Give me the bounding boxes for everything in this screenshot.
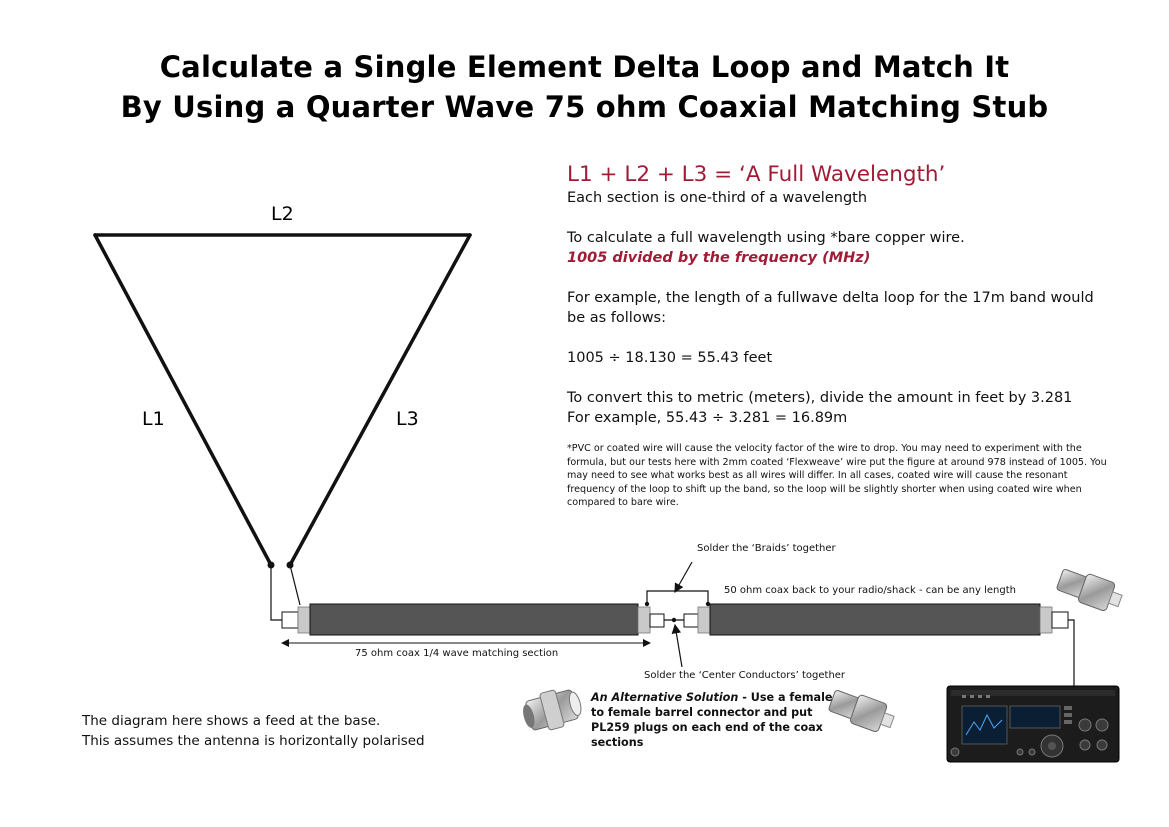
stub-center-conductor-right <box>650 614 664 627</box>
wavelength-heading: L1 + L2 + L3 = ‘A Full Wavelength’ <box>567 162 946 187</box>
coax-50-label: 50 ohm coax back to your radio/shack - can be any length <box>724 585 1016 596</box>
info-panel <box>567 162 1127 510</box>
metric-conversion: To convert this to metric (meters), divide the amount in feet by 3.281 <box>567 390 1073 406</box>
coax50-center-conductor-left <box>684 614 698 627</box>
page-title-line-1: Calculate a Single Element Delta Loop and Match It <box>159 50 1010 84</box>
loop-side-l1 <box>95 235 271 565</box>
coated-wire-footnote: *PVC or coated wire will cause the velocity factor of the wire to drop. You may need to experiment with the formula, but our tests here with 2mm coated ‘Flexweave’ wire put the figure at around 978 instead of 1005. You may need to see what works best as all wires will differ. In all cases, coated wire will cause the resonant frequency of the loop to shift up the band, so the loop will be slightly shorter when using coated wire when compared to bare wire. <box>567 443 1107 508</box>
alternative-lead: An Alternative Solution <box>591 691 739 704</box>
coax-50-ohm <box>710 604 1040 635</box>
loop-side-l3 <box>290 235 470 565</box>
radio-display-left <box>962 706 1007 744</box>
alternative-body: - Use a female to female barrel connector and put PL259 plugs on each end of the coax sections <box>591 691 833 749</box>
solder-center-label: Solder the ‘Center Conductors’ together <box>644 670 846 681</box>
metric-example: For example, 55.43 ÷ 3.281 = 16.89m <box>567 410 848 426</box>
coax50-dielectric-left <box>698 607 710 633</box>
center-pointer-arrow <box>675 625 682 667</box>
feed-caption-line-2: This assumes the antenna is horizontally polarised <box>82 733 425 749</box>
label-l3: L3 <box>396 408 419 430</box>
stub-dielectric-right <box>638 607 650 633</box>
feed-caption <box>82 711 425 751</box>
transceiver-icon <box>947 686 1119 762</box>
calc-intro: To calculate a full wavelength using *bare copper wire. <box>567 230 965 246</box>
stub-center-conductor-left <box>282 612 298 628</box>
alternative-solution-text <box>591 690 841 750</box>
coax-75-ohm <box>310 604 638 635</box>
barrel-connector-icon <box>519 684 585 736</box>
label-l2: L2 <box>271 203 294 225</box>
page-title-line-2: By Using a Quarter Wave 75 ohm Coaxial Matching Stub <box>120 90 1049 124</box>
section-note: Each section is one-third of a wavelength <box>567 190 868 206</box>
stub-dielectric-left <box>298 607 310 633</box>
braids-pointer-arrow <box>675 562 692 592</box>
coax-75-label: 75 ohm coax 1/4 wave matching section <box>355 648 559 659</box>
formula-text: 1005 divided by the frequency (MHz) <box>567 250 871 266</box>
coax50-center-conductor-right <box>1052 612 1068 628</box>
braid-link <box>647 591 708 604</box>
solder-braids-label: Solder the ‘Braids’ together <box>697 543 836 554</box>
delta-loop <box>95 235 470 565</box>
label-l1: L1 <box>142 408 165 430</box>
coax50-dielectric-right <box>1040 607 1052 633</box>
example-calc: 1005 ÷ 18.130 = 55.43 feet <box>567 350 773 366</box>
radio-feedline <box>1068 620 1074 688</box>
pl259-plug-icon <box>1055 565 1125 615</box>
radio-display-right <box>1010 706 1060 728</box>
example-intro: For example, the length of a fullwave delta loop for the 17m band would be as follows: <box>567 290 1094 326</box>
feed-caption-line-1: The diagram here shows a feed at the base. <box>82 713 381 729</box>
